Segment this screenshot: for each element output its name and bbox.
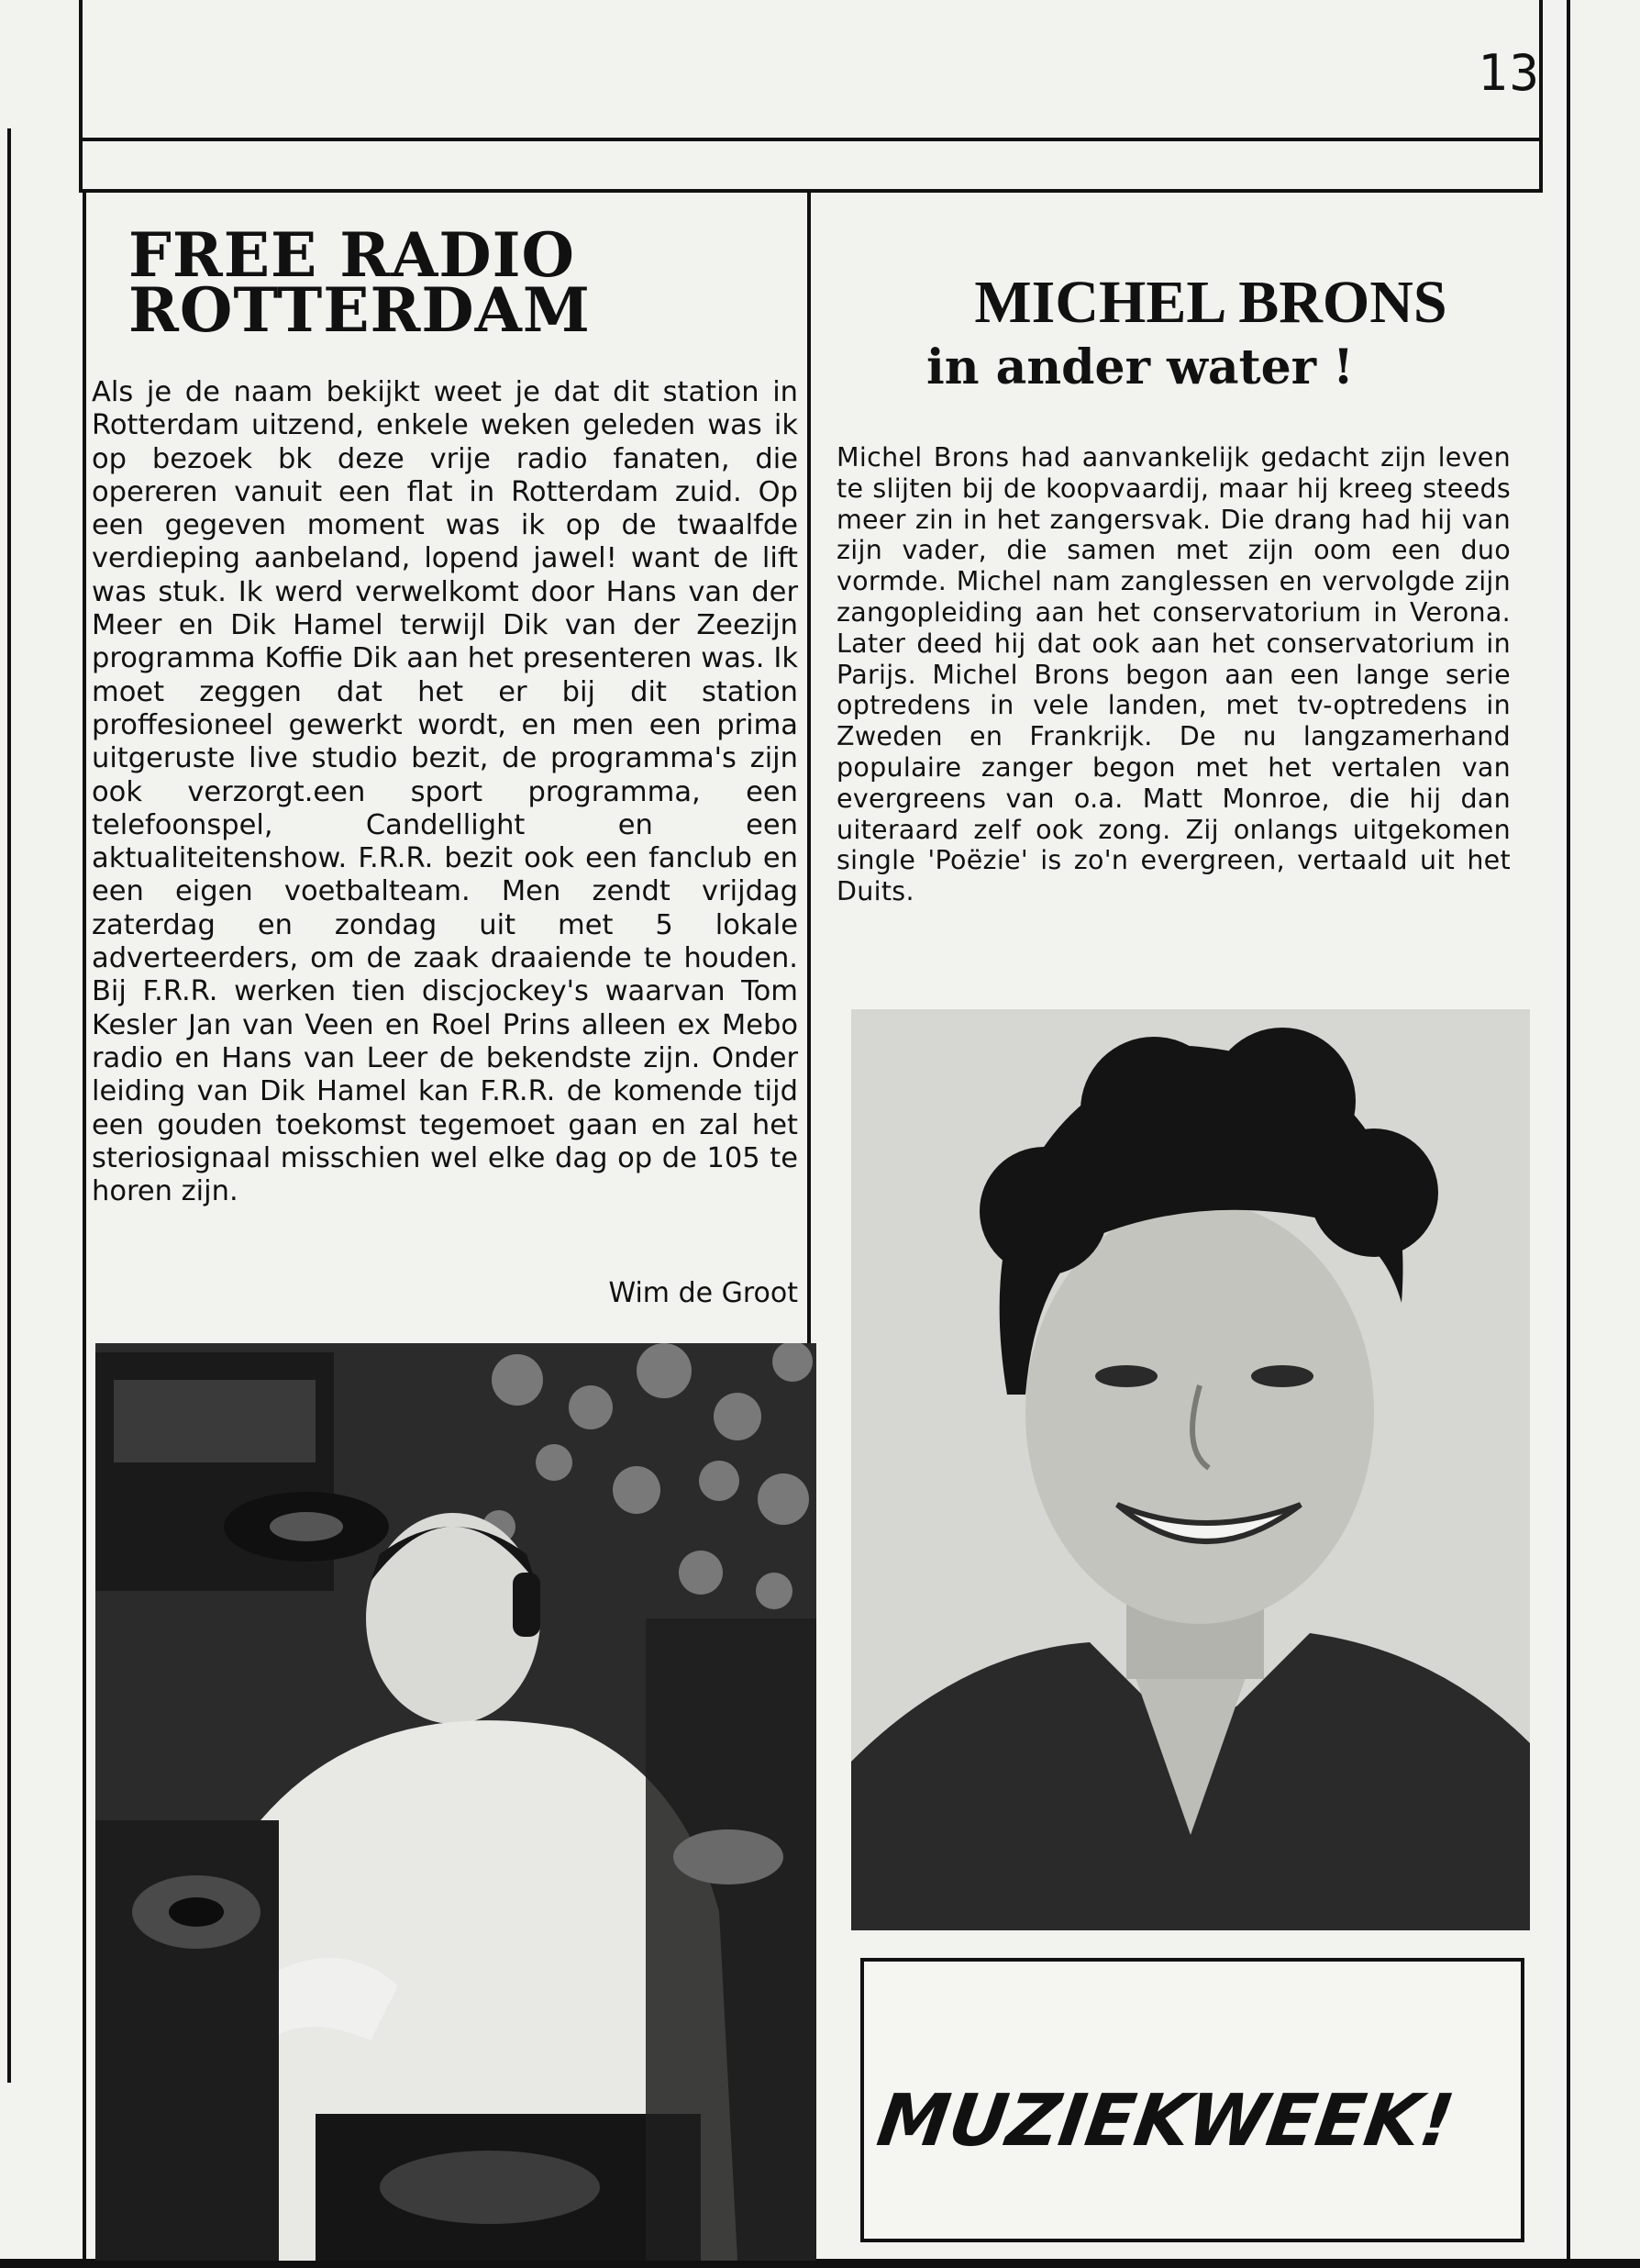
michel-brons-subheadline: in ander water !: [926, 339, 1354, 395]
michel-brons-article-body: Michel Brons had aanvankelijk gedacht zijn leven te slijten bij de koopvaardij, maar hij kreeg steeds meer zin in het zangersvak. Die drang had hij van zijn vader, die samen met zijn oom een duo vormde. Michel nam zanglessen en vervolgde zijn zangopleiding aan het conservatorium in Verona. Later deed hij dat ook aan het conservatorium in Parijs. Michel Brons begon aan een lange serie optredens in vele landen, met tv-optredens in Zweden en Frankrijk. De nu langzamerhand populaire zanger begon met het vertalen van evergreens van o.a. Matt Monroe, die hij dan uiteraard zelf ook zong. Zij onlangs uitgekomen single 'Poëzie' is zo'n evergreen, vertaald uit het Duits.: [837, 442, 1511, 907]
frame-top-left-vertical: [79, 0, 83, 193]
free-radio-rotterdam-headline: [128, 219, 715, 346]
studio-photo-drawing: [95, 1343, 816, 2261]
frame-rule-1: [79, 138, 1543, 141]
article-byline: Wim de Groot: [608, 1277, 798, 1309]
muziekweek-logo-text: MUZIEKWEEK!: [872, 2079, 1459, 2162]
frame-left-vertical: [83, 189, 86, 2268]
studio-dj-photo: [95, 1343, 816, 2261]
frame-right-vertical: [1567, 0, 1570, 2268]
headline-line-1: FREE RADIO: [128, 219, 575, 291]
portrait-drawing: [851, 1009, 1530, 1930]
free-radio-article-body: Als je de naam bekijkt weet je dat dit station in Rotterdam uitzend, enkele weken geleden was ik op bezoek bk deze vrije radio fanaten, die opereren vanuit een flat in Rotterdam zuid. Op een gegeven moment was ik op de twaalfde verdieping aanbeland, lopend jawel! want de lift was stuk. Ik werd verwelkomt door Hans van der Meer en Dik Hamel terwijl Dik van der Zeezijn programma Koffie Dik aan het presenteren was. Ik moet zeggen dat het er bij dit station proffesioneel gewerkt wordt, en men een prima uitgeruste live studio bezit, de programma's zijn ook verzorgt.een sport programma, een telefoonspel, Candellight en een aktualiteitenshow. F.R.R. bezit ook een fanclub en een eigen voetbalteam. Men zendt vrijdag zaterdag en zondag uit met 5 lokale adverteerders, om de zaak draaiende te houden. Bij F.R.R. werken tien discjockey's waarvan Tom Kesler Jan van Veen en Roel Prins alleen ex Mebo radio en Hans van Leer de bekendste zijn. Onder leiding van Dik Hamel kan F.R.R. de komende tijd een gouden toekomst tegemoet gaan en zal het steriosignaal misschien wel elke dag op de 105 te horen zijn.: [92, 376, 798, 1208]
michel-brons-portrait: [851, 1009, 1530, 1930]
michel-brons-headline: MICHEL BRONS: [974, 269, 1447, 336]
muziekweek-logo-box: [860, 1958, 1524, 2242]
muziekweek-logo: [864, 1962, 1521, 2239]
headline-line-2: ROTTERDAM: [128, 274, 591, 346]
frame-rule-2: [79, 189, 1543, 193]
page-edge-bar: [0, 128, 11, 2083]
page-number: 13: [1477, 44, 1541, 102]
